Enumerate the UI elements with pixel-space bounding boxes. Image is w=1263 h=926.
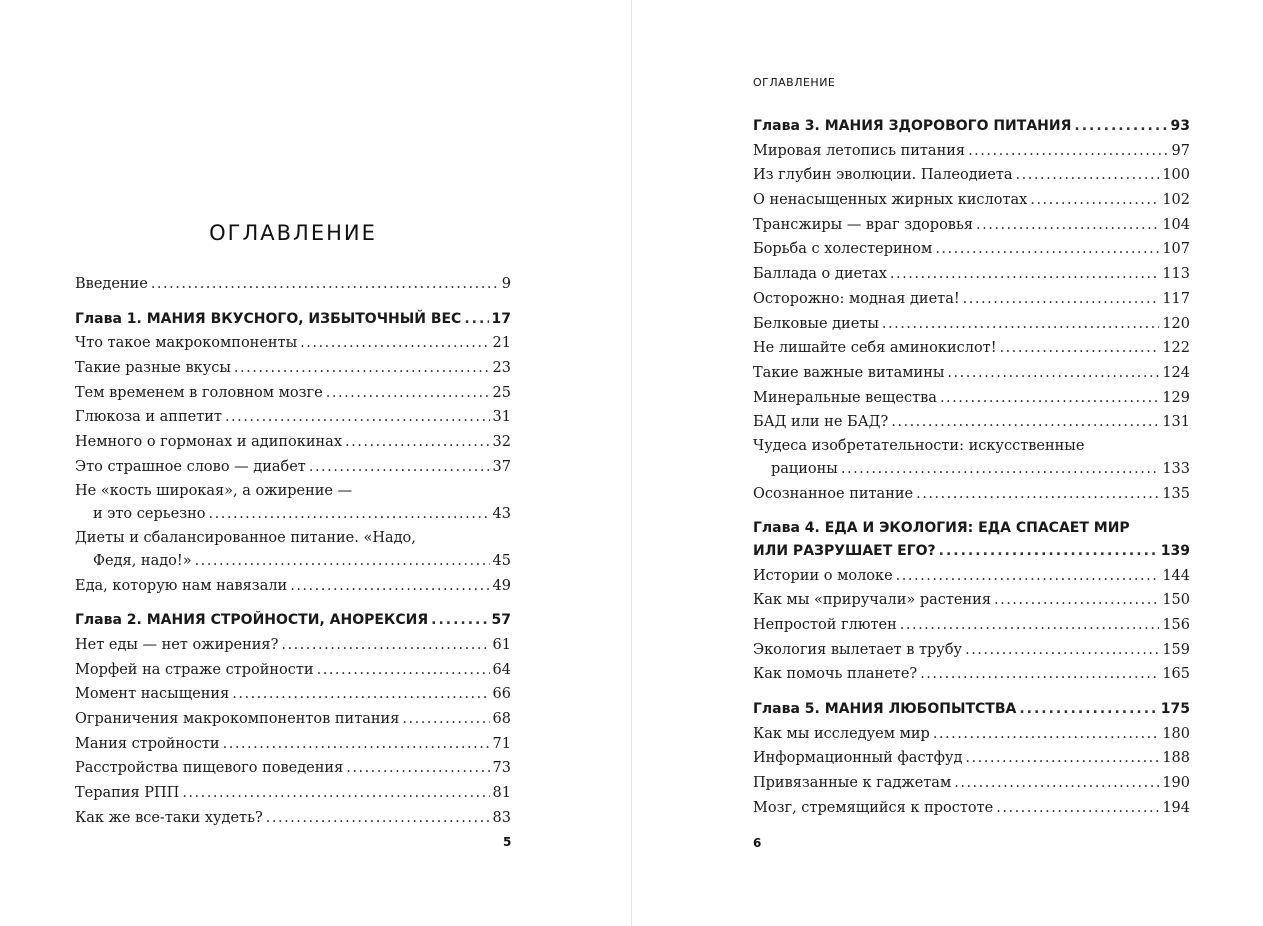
toc-entry[interactable]: Нет еды — нет ожирения? ..... 61 [75, 633, 511, 658]
toc-entry[interactable]: О ненасыщенных жирных кислотах ..... 102 [753, 188, 1190, 213]
toc-entry[interactable]: Мировая летопись питания ..... 97 [753, 139, 1190, 164]
toc-chapter-4[interactable]: Глава 4. ЕДА И ЭКОЛОГИЯ: ЕДА СПАСАЕТ МИР ИЛИ РАЗРУШАЕТ ЕГО? ..... 139 [753, 517, 1190, 564]
toc-entry-line1: Диеты и сбалансированное питание. «Надо, [75, 529, 416, 546]
toc-entry[interactable]: Это страшное слово — диабет ..... 37 [75, 455, 511, 480]
page-number: 5 [503, 835, 512, 849]
toc-entry[interactable]: Как помочь планете? ..... 165 [753, 662, 1190, 687]
toc-entry-multiline[interactable]: Чудеса изобретательности: искусственные рационы ..... 133 [753, 435, 1190, 482]
toc-entry[interactable]: БАД или не БАД? ..... 131 [753, 410, 1190, 435]
toc-entry[interactable]: Что такое макрокомпоненты ..... 21 [75, 331, 511, 356]
toc-entry[interactable]: Глюкоза и аппетит ..... 31 [75, 405, 511, 430]
toc-entry[interactable]: Морфей на страже стройности ..... 64 [75, 658, 511, 683]
toc-entry-line2: и это серьезно [93, 506, 206, 522]
toc-entry[interactable]: Экология вылетает в трубу ..... 159 [753, 638, 1190, 663]
toc-entry-line1: Не «кость широкая», а ожирение — [75, 482, 353, 499]
toc-entry[interactable]: Осторожно: модная диета! ..... 117 [753, 287, 1190, 312]
toc-entry[interactable]: Момент насыщения ..... 66 [75, 682, 511, 707]
toc-entry[interactable]: Терапия РПП ..... 81 [75, 781, 511, 806]
right-page [632, 0, 1263, 926]
toc-title: ОГЛАВЛЕНИЕ [209, 221, 377, 245]
toc-entry[interactable]: Мания стройности ..... 71 [75, 732, 511, 757]
toc-entry[interactable]: Немного о гормонах и адипокинах ..... 32 [75, 430, 511, 455]
running-head: ОГЛАВЛЕНИЕ [753, 76, 836, 89]
toc-entry-intro[interactable]: Введение ..... 9 [75, 272, 511, 297]
toc-entry-multiline[interactable]: Диеты и сбалансированное питание. «Надо, Федя, надо!» ..... 45 [75, 527, 511, 574]
toc-chapter-1[interactable]: Глава 1. МАНИЯ ВКУСНОГО, ИЗБЫТОЧНЫЙ ВЕС ..... 17 [75, 307, 511, 332]
toc-entry[interactable]: Такие важные витамины ..... 124 [753, 361, 1190, 386]
left-page [0, 0, 631, 926]
toc-entry[interactable]: Привязанные к гаджетам ..... 190 [753, 771, 1190, 796]
toc-entry[interactable]: Истории о молоке ..... 144 [753, 564, 1190, 589]
toc-entry[interactable]: Как мы исследуем мир ..... 180 [753, 722, 1190, 747]
toc-entry[interactable]: Как мы «приручали» растения ..... 150 [753, 588, 1190, 613]
toc-entry[interactable]: Баллада о диетах ..... 113 [753, 262, 1190, 287]
toc-entry[interactable]: Из глубин эволюции. Палеодиета ..... 100 [753, 163, 1190, 188]
toc-chapter-line2: ИЛИ РАЗРУШАЕТ ЕГО? [753, 543, 936, 560]
right-toc [753, 114, 1190, 821]
toc-entry[interactable]: Минеральные вещества ..... 129 [753, 386, 1190, 411]
left-toc [75, 272, 511, 830]
toc-entry-line2: Федя, надо!» [93, 553, 192, 569]
toc-entry[interactable]: Ограничения макрокомпонентов питания ..... 68 [75, 707, 511, 732]
toc-chapter-5[interactable]: Глава 5. МАНИЯ ЛЮБОПЫТСТВА ..... 175 [753, 697, 1190, 722]
toc-entry-multiline[interactable]: Не «кость широкая», а ожирение — и это серьезно ..... 43 [75, 480, 511, 527]
toc-entry[interactable]: Как же все-таки худеть? ..... 83 [75, 806, 511, 831]
toc-entry-line2: рационы [771, 461, 838, 478]
toc-chapter-line1: Глава 4. ЕДА И ЭКОЛОГИЯ: ЕДА СПАСАЕТ МИР [753, 519, 1130, 536]
toc-entry[interactable]: Еда, которую нам навязали ..... 49 [75, 574, 511, 599]
toc-entry[interactable]: Расстройства пищевого поведения ..... 73 [75, 756, 511, 781]
page-number: 6 [753, 836, 762, 850]
toc-entry[interactable]: Осознанное питание ..... 135 [753, 482, 1190, 507]
toc-entry[interactable]: Трансжиры — враг здоровья ..... 104 [753, 213, 1190, 238]
toc-entry[interactable]: Борьба с холестерином ..... 107 [753, 237, 1190, 262]
toc-entry[interactable]: Непростой глютен ..... 156 [753, 613, 1190, 638]
toc-entry-line1: Чудеса изобретательности: искусственные [753, 437, 1085, 454]
toc-entry[interactable]: Мозг, стремящийся к простоте ..... 194 [753, 796, 1190, 821]
toc-entry[interactable]: Не лишайте себя аминокислот! ..... 122 [753, 336, 1190, 361]
toc-entry[interactable]: Такие разные вкусы ..... 23 [75, 356, 511, 381]
toc-chapter-3[interactable]: Глава 3. МАНИЯ ЗДОРОВОГО ПИТАНИЯ ..... 93 [753, 114, 1190, 139]
toc-chapter-2[interactable]: Глава 2. МАНИЯ СТРОЙНОСТИ, АНОРЕКСИЯ ..... 57 [75, 608, 511, 633]
toc-entry[interactable]: Белковые диеты ..... 120 [753, 312, 1190, 337]
toc-entry[interactable]: Тем временем в головном мозге ..... 25 [75, 381, 511, 406]
toc-entry[interactable]: Информационный фастфуд ..... 188 [753, 746, 1190, 771]
